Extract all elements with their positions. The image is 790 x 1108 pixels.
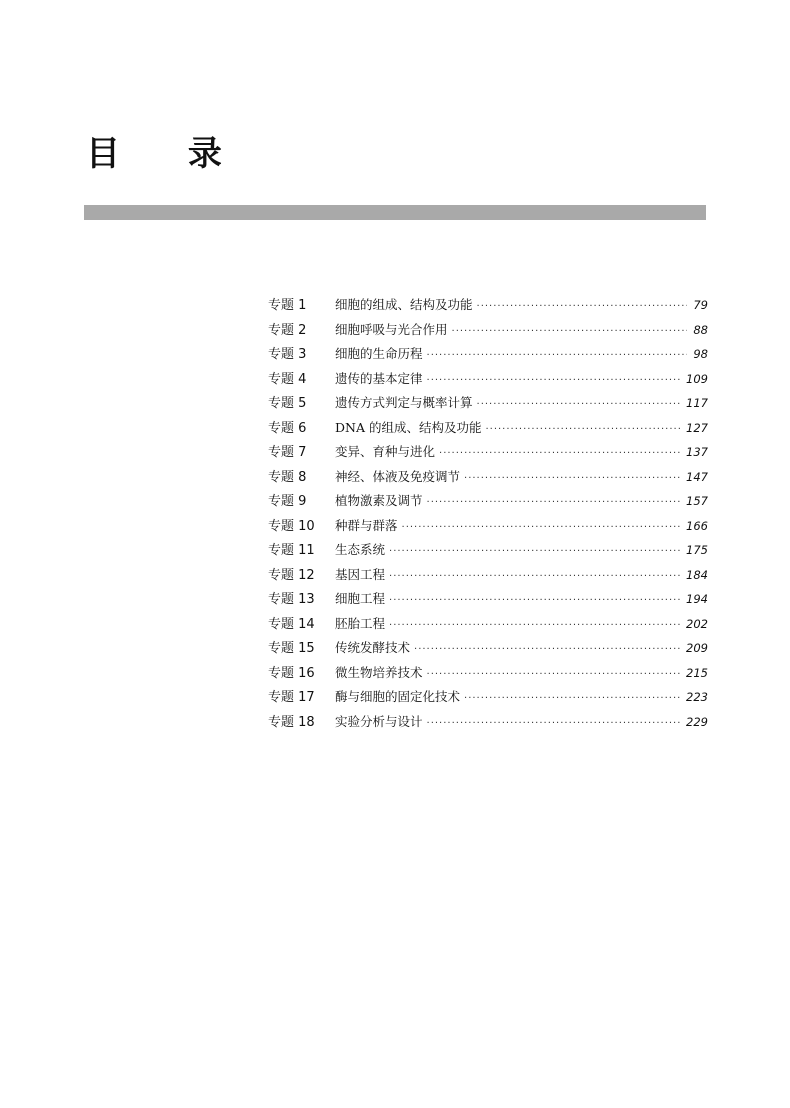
toc-entry-title: 神经、体液及免疫调节 — [335, 468, 461, 484]
toc-leader-dots — [485, 418, 680, 443]
toc-entry-page: 202 — [686, 616, 708, 631]
title-divider-bar — [84, 205, 706, 220]
toc-entry[interactable] — [268, 318, 708, 343]
toc-leader-dots — [427, 344, 688, 369]
toc-leader-dots — [427, 491, 681, 516]
toc-leader-dots — [477, 295, 688, 320]
toc-entry-page: 88 — [693, 322, 708, 337]
toc-entry-label: 专题 1 — [268, 298, 307, 313]
toc-leader-dots — [427, 663, 681, 688]
toc-entry[interactable] — [268, 293, 708, 318]
toc-entry-page: 117 — [686, 396, 708, 410]
toc-entry[interactable] — [268, 342, 708, 367]
toc-entry-label: 专题 13 — [268, 592, 315, 607]
toc-entry-title: DNA 的组成、结构及功能 — [335, 419, 482, 435]
toc-leader-dots — [389, 614, 680, 639]
toc-entry[interactable] — [268, 391, 708, 416]
toc-entry-page: 184 — [686, 567, 708, 582]
toc-entry-label: 专题 7 — [268, 445, 307, 460]
toc-entry[interactable] — [268, 661, 708, 686]
toc-entry-label: 专题 6 — [268, 420, 307, 436]
toc-entry[interactable] — [268, 440, 708, 465]
toc-entry-page: 147 — [686, 469, 708, 484]
toc-entry[interactable] — [268, 612, 708, 637]
toc-entry[interactable] — [268, 416, 708, 441]
toc-entry[interactable] — [268, 587, 708, 612]
toc-entry-page: 166 — [686, 518, 708, 533]
toc-entry-page: 98 — [693, 347, 708, 361]
toc-entry[interactable] — [268, 538, 708, 563]
toc-entry-label: 专题 2 — [268, 322, 307, 338]
toc-entry-title: 细胞的生命历程 — [335, 346, 423, 361]
toc-entry-label: 专题 11 — [268, 543, 315, 558]
toc-entry-label: 专题 18 — [268, 714, 315, 730]
toc-leader-dots — [427, 712, 681, 737]
toc-entry-title: 细胞呼吸与光合作用 — [335, 321, 448, 337]
toc-leader-dots — [414, 638, 680, 663]
toc-leader-dots — [389, 540, 680, 565]
toc-entry-label: 专题 16 — [268, 665, 315, 681]
toc-entry[interactable] — [268, 367, 708, 392]
toc-leader-dots — [464, 687, 680, 712]
toc-entry-page: 79 — [693, 298, 708, 312]
toc-leader-dots — [389, 565, 680, 590]
toc-entry-label: 专题 12 — [268, 567, 315, 583]
toc-entry-label: 专题 8 — [268, 469, 307, 485]
page-title: 目 录 — [86, 134, 250, 174]
toc-entry-title: 酶与细胞的固定化技术 — [335, 689, 461, 704]
toc-entry-label: 专题 10 — [268, 518, 315, 534]
toc-entry[interactable] — [268, 685, 708, 710]
toc-entry-label: 专题 9 — [268, 494, 307, 509]
toc-leader-dots — [452, 320, 688, 345]
toc-entry-title: 细胞工程 — [335, 591, 386, 606]
toc-entry[interactable] — [268, 514, 708, 539]
toc-entry-page: 215 — [686, 665, 708, 680]
toc-entry-label: 专题 15 — [268, 641, 315, 656]
toc-entry-label: 专题 3 — [268, 347, 307, 362]
toc-entry-title: 微生物培养技术 — [335, 664, 423, 680]
toc-entry-page: 223 — [686, 690, 708, 704]
toc-entry-title: 基因工程 — [335, 566, 386, 582]
toc-entry-title: 种群与群落 — [335, 517, 398, 533]
toc-entry[interactable] — [268, 465, 708, 490]
toc-entry-page: 137 — [686, 445, 708, 459]
toc-entry[interactable] — [268, 489, 708, 514]
toc-entry-page: 127 — [686, 420, 708, 435]
toc-entry[interactable] — [268, 563, 708, 588]
toc-entry-page: 194 — [686, 592, 708, 606]
toc-leader-dots — [389, 589, 680, 614]
toc-entry-title: 变异、育种与进化 — [335, 444, 436, 459]
toc-leader-dots — [402, 516, 681, 541]
table-of-contents — [268, 293, 708, 734]
toc-entry-title: 传统发酵技术 — [335, 640, 411, 655]
toc-entry-page: 157 — [686, 494, 708, 508]
toc-entry-title: 遗传方式判定与概率计算 — [335, 395, 473, 410]
toc-entry-label: 专题 14 — [268, 616, 315, 632]
toc-leader-dots — [477, 393, 681, 418]
toc-entry-label: 专题 17 — [268, 690, 315, 705]
toc-entry-page: 209 — [686, 641, 708, 655]
toc-entry-title: 细胞的组成、结构及功能 — [335, 297, 473, 312]
toc-entry-title: 实验分析与设计 — [335, 713, 423, 729]
toc-entry[interactable] — [268, 636, 708, 661]
toc-entry-title: 植物激素及调节 — [335, 493, 423, 508]
toc-entry-title: 胚胎工程 — [335, 615, 386, 631]
toc-leader-dots — [427, 369, 681, 394]
toc-leader-dots — [464, 467, 680, 492]
toc-entry-label: 专题 5 — [268, 396, 307, 411]
toc-entry[interactable] — [268, 710, 708, 735]
toc-entry-title: 遗传的基本定律 — [335, 370, 423, 386]
toc-entry-label: 专题 4 — [268, 371, 307, 387]
toc-entry-page: 175 — [686, 543, 708, 557]
toc-entry-page: 229 — [686, 714, 708, 729]
toc-leader-dots — [439, 442, 680, 467]
toc-entry-page: 109 — [686, 371, 708, 386]
toc-entry-title: 生态系统 — [335, 542, 386, 557]
